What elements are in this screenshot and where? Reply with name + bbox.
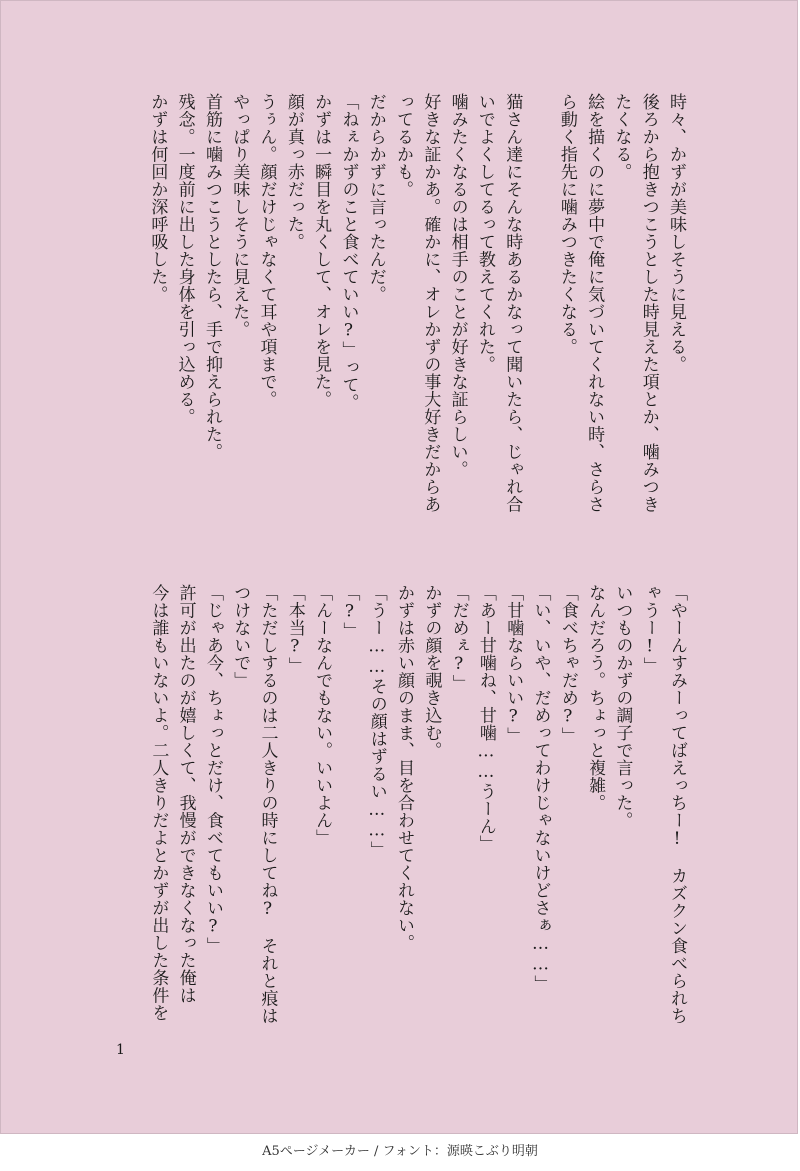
- text-line: かずは何回か深呼吸した。: [147, 93, 168, 303]
- text-line: かずは一瞬目を丸くして、オレを見た。: [311, 93, 332, 408]
- text-line: 好きな証かあ。確かに、オレかずの事大好きだからあ: [420, 93, 441, 513]
- text-line: 「い、いや、だめってわけじゃないけどさぁ……」: [530, 584, 551, 993]
- text-line: 「だめぇ?」: [448, 584, 469, 692]
- footer-credit: A5ページメーカー / フォント：源暎こぶり明朝: [262, 1144, 538, 1159]
- text-line: 首筋に噛みつこうとしたら、手で抑えられた。: [201, 93, 222, 461]
- text-line: いでよくしてるって教えてくれた。: [474, 93, 495, 373]
- text-line: 顔が真っ赤だった。: [283, 93, 304, 251]
- text-block-bottom: [144, 584, 690, 1025]
- text-line: 絵を描くのに夢中で俺に気づいてくれない時、さらさ: [584, 93, 605, 513]
- text-line: 許可が出たのが嬉しくて、我慢ができなくなった俺は: [175, 584, 196, 1004]
- text-line: かずの顔を覗き込む。: [421, 584, 442, 759]
- text-line: ってるかも。: [393, 93, 414, 198]
- text-line: 後ろから抱きつこうとした時見えた項とか、噛みつき: [638, 93, 659, 513]
- text-line: 噛みたくなるのは相手のことが好きな証らしい。: [447, 93, 468, 478]
- text-line: 「?」: [339, 584, 360, 640]
- text-line: ら動く指先に噛みつきたくなる。: [556, 93, 577, 356]
- text-line: 「うー……その顔はずるい……」: [366, 584, 387, 859]
- text-line: 「本当?」: [284, 584, 305, 675]
- text-line: [525, 93, 552, 513]
- text-line: 今は誰もいないよ。二人きりだよとかずが出した条件を: [148, 584, 169, 1022]
- text-line: 「んーなんでもない。いいよん」: [312, 584, 333, 847]
- text-line: やっぱり美味しそうに見えた。: [229, 93, 250, 338]
- text-line: 時々、かずが美味しそうに見える。: [666, 93, 686, 373]
- text-line: 猫さん達にそんな時あるかなって聞いたら、じゃれ合: [502, 93, 523, 513]
- text-block-top: [143, 93, 689, 513]
- text-line: ゃうー!」: [639, 584, 660, 675]
- text-line: 「あー甘噛ね、甘噛……うーん」: [475, 584, 496, 853]
- text-line: うぅん。顔だけじゃなくて耳や項まで。: [256, 93, 277, 408]
- text-line: 「やーんすみーってばえっちー! カズクン食べられち: [667, 584, 687, 1025]
- text-line: いつものかずの調子で言った。: [612, 584, 633, 829]
- text-line: 残念。一度前に出した身体を引っ込める。: [174, 93, 195, 426]
- text-line: かずは赤い顔のまま、目を合わせてくれない。: [394, 584, 415, 952]
- text-line: 「甘噛ならいい?」: [503, 584, 524, 745]
- page-number: 1: [116, 1042, 125, 1058]
- text-line: 「食べちゃだめ?」: [557, 584, 578, 745]
- text-line: だからかずに言ったんだ。: [365, 93, 386, 303]
- text-line: 「じゃあ今、ちょっとだけ、食べてもいい?」: [202, 584, 223, 955]
- text-line: 「ねぇかずのこと食べていい?」って。: [338, 93, 359, 411]
- text-line: たくなる。: [611, 93, 632, 181]
- text-line: なんだろう。ちょっと複雑。: [585, 584, 606, 812]
- text-line: 「ただしするのは二人きりの時にしてね? それと痕は: [257, 584, 278, 1025]
- text-line: つけないで」: [230, 584, 251, 689]
